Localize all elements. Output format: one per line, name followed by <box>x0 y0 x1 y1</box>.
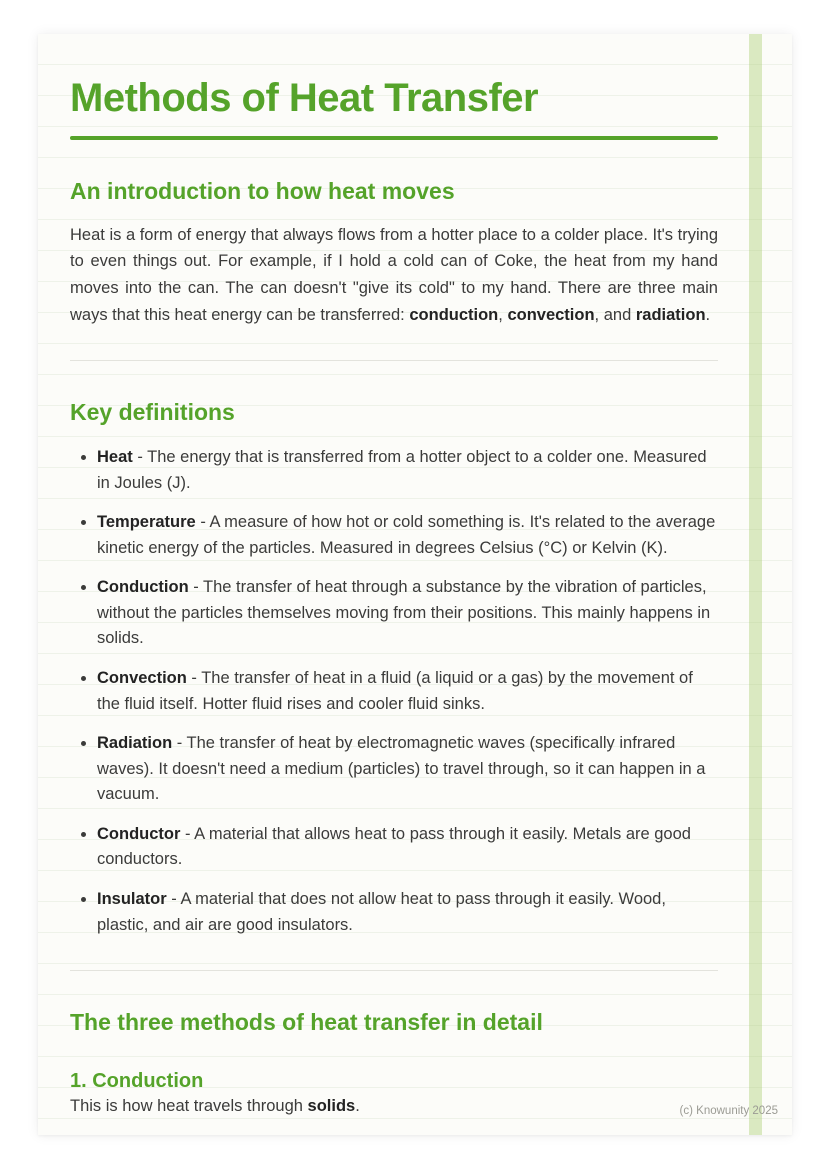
intro-bold-radiation: radiation <box>635 305 706 324</box>
definition-term: Heat <box>97 448 133 467</box>
definition-item-conductor <box>97 822 718 873</box>
definition-term: Insulator <box>97 889 167 908</box>
section-divider <box>70 970 718 971</box>
watermark-credit: (c) Knowunity 2025 <box>679 1105 778 1117</box>
page-title: Methods of Heat Transfer <box>70 76 539 120</box>
definition-term: Conductor <box>97 824 181 843</box>
section-divider <box>70 360 718 361</box>
definition-item-convection <box>97 666 718 717</box>
definition-text: - A material that allows heat to pass through it easily. Metals are good conductors. <box>97 824 691 869</box>
intro-bold-conduction: conduction <box>409 305 499 324</box>
intro-bold-convection: convection <box>507 305 595 324</box>
definitions-list <box>70 445 718 938</box>
intro-text-segment: Heat is a form of energy that always flows from a hotter place to a colder place. It's trying to even things out. For example, if I hold a cold can of Coke, the heat from my hand moves into the can. The can doesn't "give its cold" to my hand. There are three main ways that this heat energy can be transferred: <box>70 225 718 324</box>
document-page <box>38 34 792 1135</box>
definition-item-temperature <box>97 510 718 561</box>
section-heading-definitions: Key definitions <box>70 399 235 426</box>
definition-term: Conduction <box>97 578 189 597</box>
title-underline <box>70 136 718 140</box>
intro-text-segment: . <box>705 305 711 324</box>
definition-item-radiation <box>97 731 718 808</box>
definition-text: - The transfer of heat by electromagnetic waves (specifically infrared waves). It doesn't need a medium (particles) to travel through, so it can happen in a vacuum. <box>97 734 706 804</box>
definition-term: Radiation <box>97 734 173 753</box>
definition-text: - A material that does not allow heat to pass through it easily. Wood, plastic, and air are good insulators. <box>97 889 666 934</box>
conduction-bold-solids: solids <box>307 1096 356 1115</box>
conduction-intro-paragraph <box>70 1093 718 1120</box>
definition-text: - A measure of how hot or cold something is. It's related to the average kinetic energy of the particles. Measured in degrees Celsius (°C) or Kelvin (K). <box>97 513 716 557</box>
definition-text: - The energy that is transferred from a hotter object to a colder one. Measured in Joules (J). <box>97 448 707 492</box>
conduction-text-segment: This is how heat travels through <box>70 1096 308 1115</box>
intro-text-segment: , <box>498 305 508 324</box>
definition-item-insulator <box>97 887 718 938</box>
intro-text-segment: , and <box>594 305 636 324</box>
document-content <box>38 34 792 1119</box>
subsection-heading-conduction: 1. Conduction <box>70 1069 204 1092</box>
definition-item-conduction <box>97 575 718 652</box>
intro-paragraph <box>70 222 718 329</box>
definition-item-heat <box>97 445 718 496</box>
section-heading-methods: The three methods of heat transfer in detail <box>70 1009 543 1036</box>
definition-text: - The transfer of heat through a substance by the vibration of particles, without the particles themselves moving from their positions. This mainly happens in solids. <box>97 578 711 648</box>
section-heading-intro: An introduction to how heat moves <box>70 178 455 204</box>
conduction-text-segment: . <box>355 1096 360 1115</box>
definition-term: Temperature <box>97 513 196 532</box>
definition-text: - The transfer of heat in a fluid (a liquid or a gas) by the movement of the fluid itself. Hotter fluid rises and cooler fluid sinks. <box>97 669 693 713</box>
definition-term: Convection <box>97 669 187 687</box>
